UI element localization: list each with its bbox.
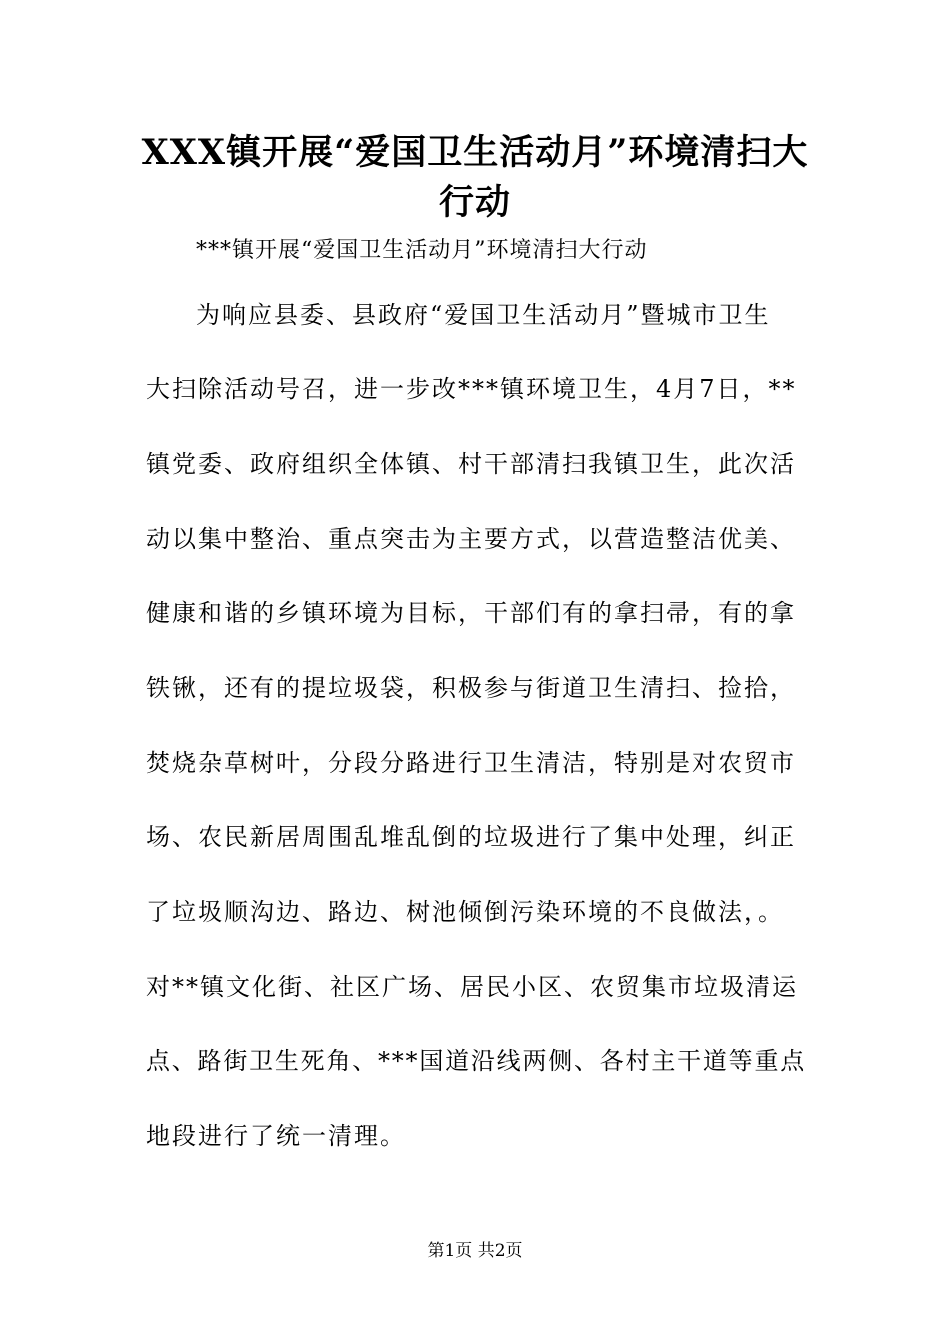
body-line: 场、农民新居周围乱堆乱倒的垃圾进行了集中处理，纠正	[146, 823, 796, 851]
body-line: 了垃圾顺沟边、路边、树池倾倒污染环境的不良做法，。	[146, 898, 784, 926]
page-footer: 第1页 共2页	[427, 1241, 523, 1261]
document-subtitle: ***镇开展“爱国卫生活动月”环境清扫大行动	[196, 238, 648, 263]
document-title	[140, 128, 810, 228]
body-line: 焚烧杂草树叶，分段分路进行卫生清洁，特别是对农贸市	[146, 749, 796, 777]
body-line: 镇党委、政府组织全体镇、村干部清扫我镇卫生，此次活	[146, 450, 796, 478]
body-line: 地段进行了统一清理。	[146, 1122, 406, 1150]
body-line: 点、路街卫生死角、***国道沿线两侧、各村主干道等重点	[146, 1047, 806, 1075]
body-line: 为响应县委、县政府“爱国卫生活动月”暨城市卫生	[196, 301, 771, 329]
title-line-1: XXX镇开展“爱国卫生活动月”环境清扫大	[141, 132, 809, 173]
body-line: 铁锹，还有的提垃圾袋，积极参与街道卫生清扫、捡拾，	[146, 674, 796, 702]
title-line-2: 行动	[438, 182, 511, 223]
body-line: 对**镇文化街、社区广场、居民小区、农贸集市垃圾清运	[146, 973, 798, 1001]
body-line: 大扫除活动号召，进一步改***镇环境卫生，4月7日，**	[146, 375, 797, 403]
body-line: 动以集中整治、重点突击为主要方式，以营造整洁优美、	[146, 525, 796, 553]
body-line: 健康和谐的乡镇环境为目标，干部们有的拿扫帚，有的拿	[146, 599, 796, 627]
